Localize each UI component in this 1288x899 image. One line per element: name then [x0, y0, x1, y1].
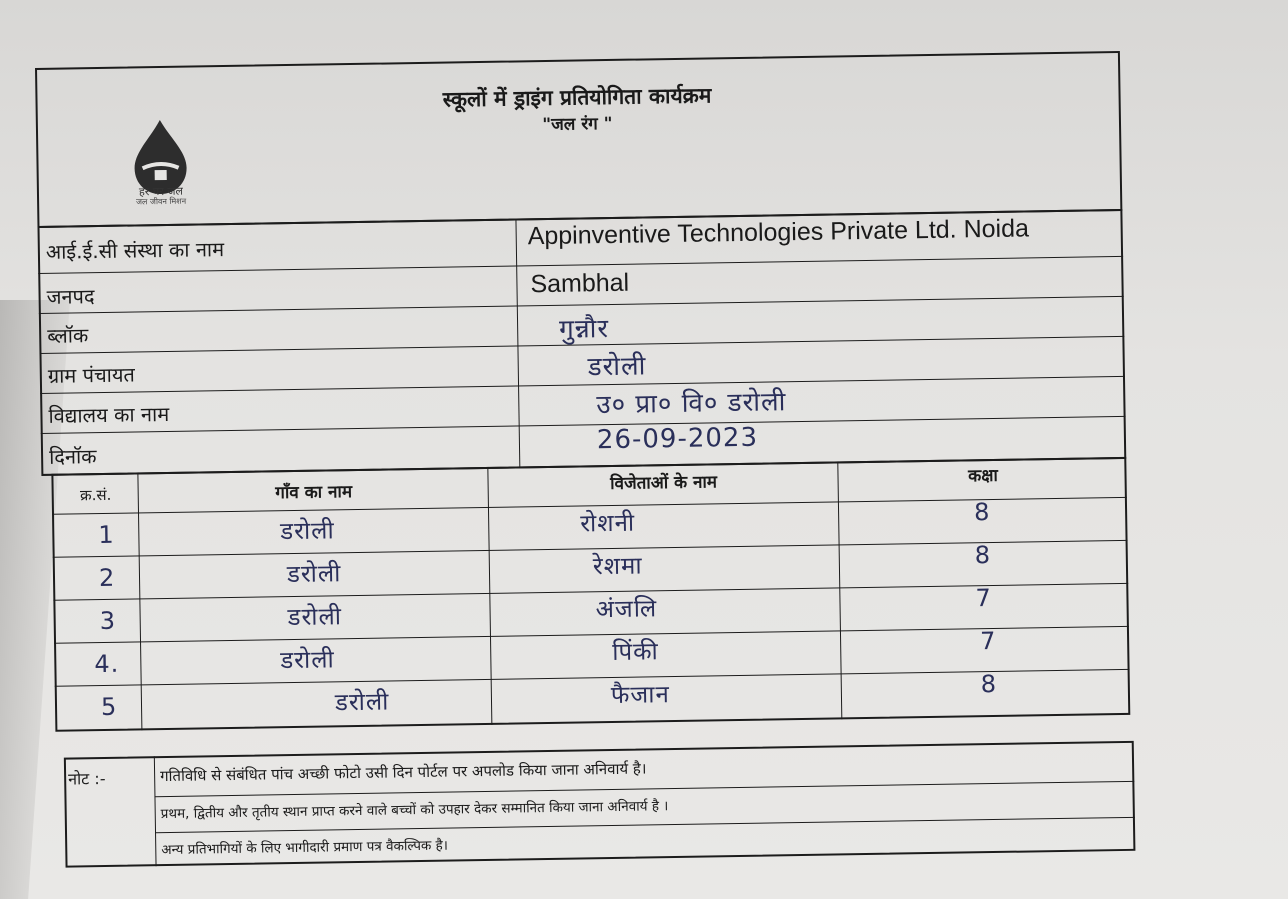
cell-winner: पिंकी: [612, 637, 659, 667]
logo-subcaption: जल जीवन मिशन: [135, 196, 187, 207]
field-label-date: दिनॉक: [48, 444, 97, 469]
field-value-district: Sambhal: [530, 268, 630, 299]
note-item: अन्य प्रतिभागियों के लिए भागीदारी प्रमाण पत्र वैकल्पिक है।: [161, 837, 449, 859]
field-value-iec: Appinventive Technologies Private Ltd. Noida: [527, 214, 1030, 251]
header-serial: क्र.सं.: [79, 485, 112, 505]
field-label-school: विद्यालय का नाम: [48, 401, 170, 428]
field-value-date: 26-09-2023: [596, 422, 759, 456]
cell-winner: फैजान: [610, 680, 670, 710]
form-title: स्कूलों में ड्राइंग प्रतियोगिता कार्यक्रम: [442, 83, 712, 112]
cell-class: 8: [980, 669, 998, 699]
cell-serial: 2: [98, 563, 116, 593]
cell-class: 7: [979, 626, 997, 656]
cell-village: डरोली: [334, 687, 390, 717]
header-class: कक्षा: [968, 465, 999, 487]
field-value-gram-panchayat: डरोली: [587, 351, 647, 383]
cell-winner: रेशमा: [592, 551, 643, 581]
cell-class: 8: [973, 498, 991, 527]
cell-village: डरोली: [287, 602, 343, 632]
note-item: प्रथम, द्वितीय और तृतीय स्थान प्राप्त करने वाले बच्चों को उपहार देकर सम्मानित किया जाना अनिवार्य है ।: [160, 798, 669, 823]
header-winners: विजेताओं के नाम: [610, 472, 718, 495]
note-item: गतिविधि से संबंधित पांच अच्छी फोटो उसी दिन पोर्टल पर अपलोड किया जाना अनिवार्य है।: [159, 759, 647, 786]
cell-village: डरोली: [280, 645, 335, 675]
cell-winner: रोशनी: [580, 508, 636, 538]
cell-serial: 5: [100, 692, 118, 722]
field-value-block: गुन्नौर: [558, 314, 610, 345]
cell-village: डरोली: [286, 559, 342, 589]
field-label-iec: आई.ई.सी संस्था का नाम: [45, 237, 225, 264]
cell-class: 8: [974, 541, 992, 570]
header-village: गाँव का नाम: [275, 482, 353, 504]
cell-class: 7: [975, 584, 992, 613]
field-value-school: उ० प्रा० वि० डरोली: [596, 387, 787, 421]
competition-form: [35, 51, 1142, 858]
cell-serial: 4.: [94, 649, 120, 679]
field-label-block: ब्लॉक: [47, 323, 89, 348]
cell-village: डरोली: [280, 516, 335, 546]
logo-caption: हर घर जल: [138, 184, 184, 199]
notes-label: नोट :-: [68, 768, 106, 789]
cell-serial: 1: [98, 520, 115, 550]
cell-winner: अंजलि: [595, 594, 658, 624]
form-subtitle: "जल रंग ": [542, 113, 613, 136]
cell-serial: 3: [99, 606, 117, 636]
field-label-gram-panchayat: ग्राम पंचायत: [47, 362, 136, 388]
field-label-district: जनपद: [46, 284, 95, 309]
